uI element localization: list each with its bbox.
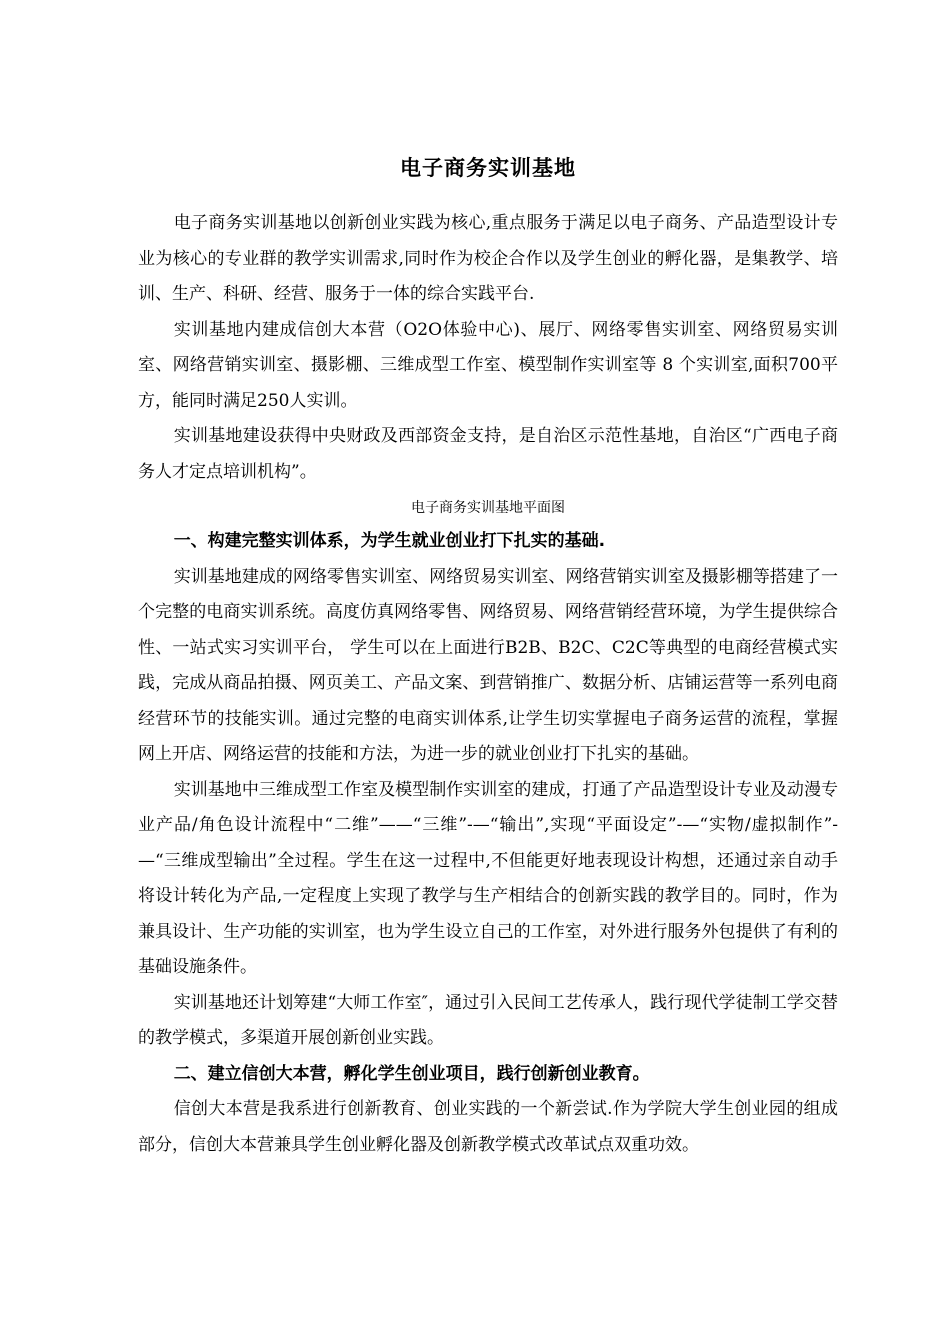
intro-paragraph-1: 电子商务实训基地以创新创业实践为核心,重点服务于满足以电子商务、产品造型设计专业为核心的专业群的教学实训需求,同时作为校企合作以及学生创业的孵化器，是集教学、培训、生产、科研、经营、服务于一体的综合实践平台. (138, 213, 838, 304)
section-1-paragraph-2: 实训基地中三维成型工作室及模型制作实训室的建成，打通了产品造型设计专业及动漫专业产品/角色设计流程中“二维”——“三维”-—“输出”,实现“平面设定”-—“实物/虚拟制作”-—“三维成型输出”全过程。学生在这一过程中,不但能更好地表现设计构想，还通过亲自动手将设计转化为产品,一定程度上实现了教学与生产相结合的创新实践的教学目的。同时，作为兼具设计、生产功能的实训室，也为学生设立自己的工作室，对外进行服务外包提供了有利的基础设施条件。 (138, 779, 838, 977)
section-1-heading: 一、构建完整实训体系，为学生就业创业打下扎实的基础. (173, 531, 606, 551)
document-title: 电子商务实训基地 (400, 156, 576, 180)
intro-paragraph-2: 实训基地内建成信创大本营（O2O体验中心)、展厅、网络零售实训室、网络贸易实训室、网络营销实训室、摄影棚、三维成型工作室、模型制作实训室等 8 个实训室,面积700平方，能同时满足250人实训。 (138, 319, 838, 411)
section-2-paragraph-1: 信创大本营是我系进行创新教育、创业实践的一个新尝试.作为学院大学生创业园的组成部分，信创大本营兼具学生创业孵化器及创新教学模式改革试点双重功效。 (138, 1099, 838, 1155)
intro-paragraph-3: 实训基地建设获得中央财政及西部资金支持，是自治区示范性基地，自治区“广西电子商务人才定点培训机构”。 (138, 426, 838, 482)
section-1-paragraph-1: 实训基地建成的网络零售实训室、网络贸易实训室、网络营销实训室及摄影棚等搭建了一个完整的电商实训系统。高度仿真网络零售、网络贸易、网络营销经营环境，为学生提供综合性、一站式实习实训平台， 学生可以在上面进行B2B、B2C、C2C等典型的电商经营模式实践，完成从商品拍摄、网页美工、产品文案、到营销推广、数据分析、店铺运营等一系列电商经营环节的技能实训。通过完整的电商实训体系,让学生切实掌握电子商务运营的流程，掌握网上开店、网络运营的技能和方法，为进一步的就业创业打下扎实的基础。 (138, 566, 838, 764)
figure-caption: 电子商务实训基地平面图 (411, 500, 565, 516)
section-2-heading: 二、建立信创大本营，孵化学生创业项目，践行创新创业教育。 (173, 1063, 650, 1084)
section-1-paragraph-3: 实训基地还计划筹建“大师工作室″，通过引入民间工艺传承人，践行现代学徒制工学交替的教学模式，多渠道开展创新创业实践。 (138, 992, 838, 1048)
document-page (138, 150, 838, 1163)
